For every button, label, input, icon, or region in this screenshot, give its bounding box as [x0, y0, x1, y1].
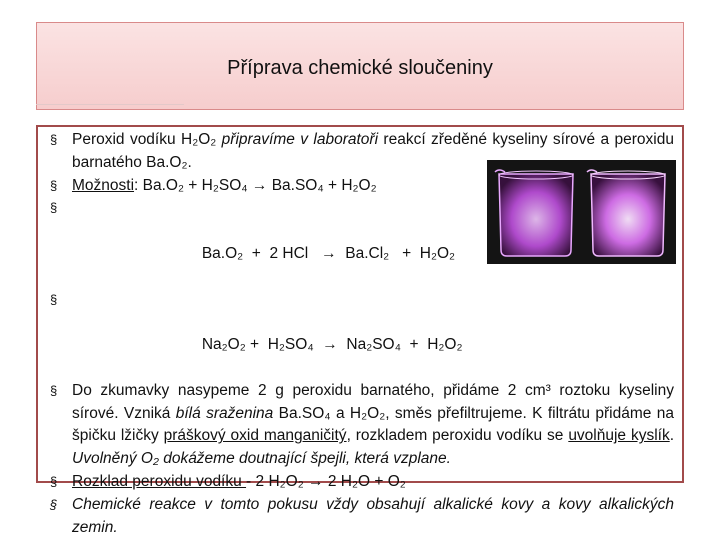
- bullet-text: Peroxid vodíku H₂O₂: [72, 131, 222, 148]
- equation-2: Ba.O₂ + 2 HCl → Ba.Cl₂ + H₂O₂: [201, 244, 456, 262]
- bullet-text: reakcí zředěné kyseliny sírové a peroxidu barnatého Ba.O₂.: [72, 131, 674, 171]
- procedure-test: Uvolněný O₂ dokážeme doutnající špejli, která vzplane.: [72, 450, 451, 468]
- decomposition-equation: - 2 H₂O₂ → 2 H₂O + O₂: [246, 472, 406, 490]
- bullet-item-decomposition: [50, 471, 674, 494]
- beakers-photo: [487, 160, 676, 264]
- beakers-image: [487, 160, 676, 264]
- title-box: [36, 22, 684, 110]
- bullet-item-note: [50, 494, 674, 540]
- bullet-icon: §: [50, 496, 58, 512]
- bullet-icon: §: [50, 382, 58, 398]
- right-beaker: [587, 170, 665, 256]
- procedure-text: Do zkumavky nasypeme 2 g peroxidu barnatého, přidáme 2 cm³ roztoku kyseliny sírové. Vzniká: [72, 381, 674, 422]
- procedure-text: .: [669, 427, 675, 445]
- bullet-icon: §: [50, 291, 58, 307]
- bullet-item-equation-3: [50, 289, 674, 380]
- procedure-precipitate: bílá sraženina: [175, 404, 274, 422]
- title-underline-decoration: [36, 104, 184, 105]
- bullet-text-italic: připravíme v laboratoři: [221, 131, 379, 148]
- options-label: Možnosti: [72, 176, 135, 194]
- bullet-icon: §: [50, 473, 58, 489]
- equation-3: Na₂O₂ + H₂SO₄ → Na₂SO₄ + H₂O₂: [201, 336, 463, 354]
- bullet-item-procedure: [50, 380, 674, 471]
- procedure-oxygen: uvolňuje kyslík: [568, 427, 670, 445]
- procedure-text: , rozkladem peroxidu vodíku se: [346, 427, 569, 445]
- equation-1: : Ba.O₂ + H₂SO₄ → Ba.SO₄ + H₂O₂: [134, 176, 377, 194]
- procedure-mno2: práškový oxid manganičitý: [163, 427, 347, 445]
- slide-title: Příprava chemické sloučeniny: [227, 57, 493, 79]
- bullet-icon: §: [50, 132, 58, 147]
- bullet-icon: §: [50, 177, 58, 193]
- procedure-text: Ba.SO₄ a H₂O₂, směs přefiltrujeme. K filtrátu přidáme na špičku lžičky: [72, 404, 674, 445]
- left-beaker: [495, 170, 573, 256]
- bullet-icon: §: [50, 200, 58, 216]
- note-text: Chemické reakce v tomto pokusu vždy obsahují alkalické kovy a kovy alkalických zemin.: [72, 495, 674, 536]
- decomposition-label: Rozklad peroxidu vodíku: [72, 472, 247, 490]
